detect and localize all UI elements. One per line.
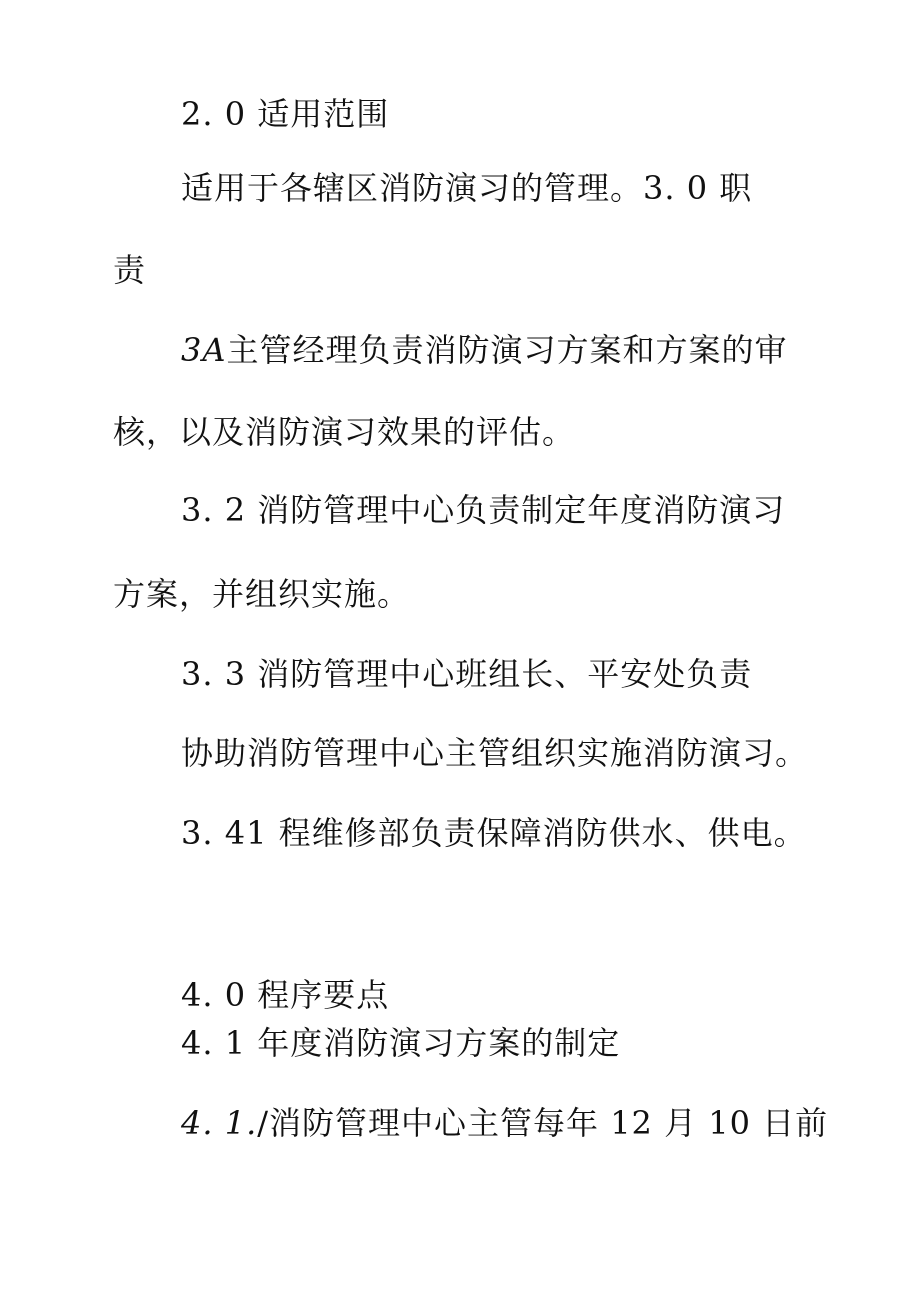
section-heading-scope: 2. 0 适用范围	[181, 95, 390, 133]
item-text: 主管经理负责消防演习方案和方案的审	[226, 331, 788, 369]
item-number: 4. 1.	[181, 1104, 258, 1142]
paragraph-line: 核，以及消防演习效果的评估。	[113, 413, 576, 451]
item-text: /消防管理中心主管每年 12 月 10 日前	[257, 1104, 829, 1142]
paragraph-line: 3. 3 消防管理中心班组长、平安处负责	[181, 655, 753, 693]
subsection-heading: 4. 1 年度消防演习方案的制定	[181, 1024, 621, 1062]
section-heading-procedure: 4. 0 程序要点	[181, 976, 390, 1014]
paragraph-line	[181, 1103, 828, 1143]
paragraph-line: 责	[113, 251, 147, 289]
paragraph-line: 适用于各辖区消防演习的管理。3. 0 职	[181, 169, 753, 207]
item-number: 3A	[181, 331, 227, 369]
paragraph-line	[181, 330, 787, 370]
paragraph-line: 方案，并组织实施。	[113, 575, 411, 613]
paragraph-line: 3. 41 程维修部负责保障消防供水、供电。	[181, 814, 807, 852]
paragraph-line: 协助消防管理中心主管组织实施消防演习。	[181, 734, 809, 772]
paragraph-line: 3. 2 消防管理中心负责制定年度消防演习	[181, 491, 786, 529]
